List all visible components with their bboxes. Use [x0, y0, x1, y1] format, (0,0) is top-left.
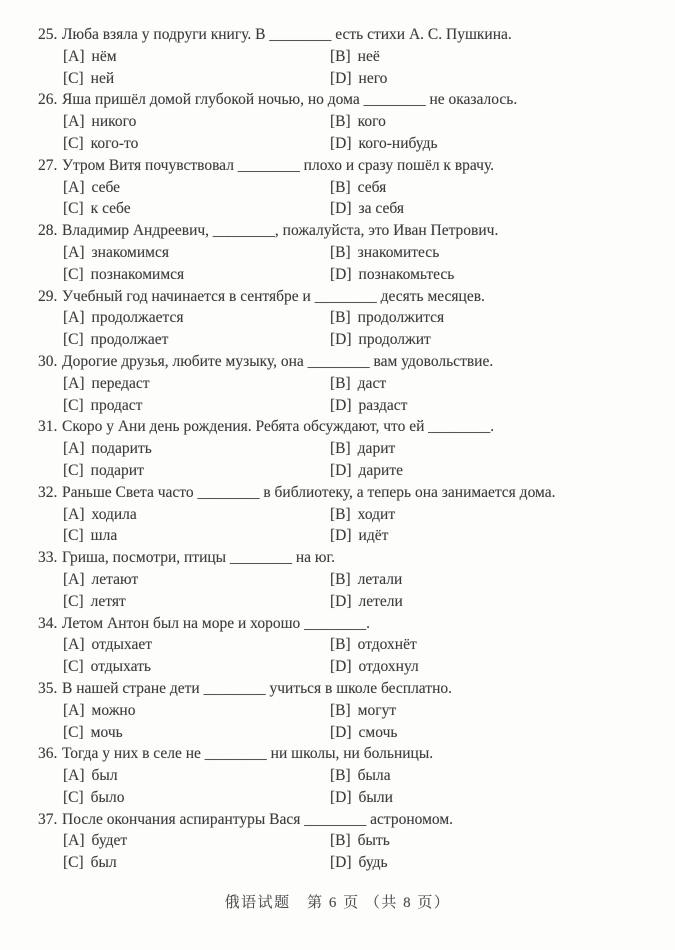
option-text: кого-нибудь [358, 134, 438, 152]
answer-option [330, 460, 663, 482]
option-label: [A] [63, 832, 85, 850]
option-text: мочь [90, 723, 123, 741]
answer-option [63, 787, 330, 809]
option-label: [C] [63, 265, 84, 283]
option-text: шла [90, 527, 118, 545]
option-text: неё [357, 47, 380, 65]
question-stem: После окончания аспирантуры Вася ________ астрономом. [62, 810, 454, 828]
question-number: 25. [38, 26, 58, 43]
answer-option [330, 438, 663, 460]
answer-option [63, 656, 330, 678]
question-stem-line [38, 351, 663, 373]
answer-option [330, 852, 663, 874]
question [38, 678, 663, 743]
option-text: познакомимся [90, 265, 185, 283]
question-options [63, 634, 663, 678]
answer-option [63, 242, 330, 264]
question-number: 37. [38, 810, 58, 828]
option-text: никого [91, 113, 137, 131]
option-label: [C] [63, 527, 84, 545]
option-label: [C] [63, 854, 84, 872]
option-label: [D] [330, 723, 352, 741]
option-text: себе [91, 178, 121, 196]
answer-option [63, 373, 330, 395]
answer-option [330, 307, 663, 329]
option-text: было [90, 788, 125, 806]
answer-option [63, 591, 330, 613]
option-text: летают [91, 570, 139, 588]
option-label: [B] [330, 47, 351, 65]
option-label: [D] [330, 69, 352, 87]
option-text: к себе [90, 200, 131, 218]
question-number: 32. [38, 483, 58, 501]
answer-option [63, 460, 330, 482]
question-stem: Дорогие друзья, любите музыку, она ________ вам удовольствие. [62, 352, 494, 370]
answer-option [63, 438, 330, 460]
question [38, 547, 663, 612]
question-number: 26. [38, 91, 58, 109]
question-stem-line [38, 155, 663, 177]
question-stem-line [38, 416, 663, 438]
option-label: [A] [63, 47, 85, 65]
question-stem-line [38, 743, 663, 765]
option-label: [C] [63, 723, 84, 741]
answer-option [330, 634, 663, 656]
question-number: 35. [38, 679, 58, 697]
option-label: [C] [63, 396, 84, 414]
answer-option [330, 264, 663, 286]
question-stem: Утром Витя почувствовал ________ плохо и сразу пошёл к врачу. [62, 156, 495, 174]
answer-option [63, 329, 330, 351]
question-stem-line [38, 220, 663, 242]
answer-option [63, 504, 330, 526]
option-text: кого-то [90, 134, 139, 152]
option-text: можно [91, 701, 136, 719]
option-text: за себя [358, 200, 404, 218]
answer-option [330, 525, 663, 547]
option-text: будет [91, 832, 128, 850]
question [38, 809, 663, 874]
question-options [63, 438, 663, 482]
question-options [63, 504, 663, 548]
answer-option [63, 264, 330, 286]
option-text: быть [357, 832, 390, 850]
option-text: продолжится [357, 309, 445, 327]
option-text: отдохнул [358, 658, 419, 676]
question-stem: Учебный год начинается в сентябре и ________ десять месяцев. [62, 287, 485, 305]
option-label: [B] [330, 505, 351, 523]
answer-option [63, 68, 330, 90]
question-stem: В нашей стране дети ________ учиться в школе бесплатно. [62, 679, 452, 697]
option-label: [C] [63, 134, 84, 152]
option-text: познакомьтесь [358, 265, 455, 283]
answer-option [63, 722, 330, 744]
question-number: 31. [38, 418, 58, 436]
answer-option [63, 307, 330, 329]
question-stem: Гриша, посмотри, птицы ________ на юг. [62, 549, 335, 567]
option-label: [B] [330, 832, 351, 850]
question-number: 34. [38, 614, 58, 632]
question [38, 613, 663, 678]
answer-option [63, 765, 330, 787]
option-label: [D] [330, 331, 352, 349]
option-text: будь [358, 854, 388, 872]
answer-option [63, 830, 330, 852]
answer-option [63, 133, 330, 155]
answer-option [330, 765, 663, 787]
question [38, 416, 663, 481]
question [38, 743, 663, 808]
question-stem: Раньше Света часто ________ в библиотеку, а теперь она занимается дома. [62, 483, 556, 501]
option-text: передаст [91, 374, 150, 392]
question-options [63, 242, 663, 286]
answer-option [330, 830, 663, 852]
option-text: продолжает [90, 331, 169, 349]
footer-text: 俄语试题 第 6 页 （共 8 页） [224, 895, 451, 911]
question-options [63, 830, 663, 874]
option-label: [B] [330, 243, 351, 261]
answer-option [63, 177, 330, 199]
option-label: [D] [330, 592, 352, 610]
question-options [63, 307, 663, 351]
option-label: [D] [330, 527, 352, 545]
answer-option [330, 111, 663, 133]
answer-option [63, 852, 330, 874]
option-text: ходит [357, 505, 396, 523]
option-label: [D] [330, 134, 352, 152]
answer-option [63, 525, 330, 547]
option-text: подарить [91, 440, 152, 458]
option-label: [B] [330, 113, 351, 131]
option-label: [A] [63, 767, 85, 785]
question-stem: Яша пришёл домой глубокой ночью, но дома ________ не оказалось. [62, 91, 518, 109]
question-stem-line [38, 547, 663, 569]
question-number: 30. [38, 352, 58, 370]
option-label: [C] [63, 788, 84, 806]
question-options [63, 111, 663, 155]
option-text: отдыхать [90, 658, 151, 676]
answer-option [63, 198, 330, 220]
option-label: [B] [330, 636, 351, 654]
option-text: летели [358, 592, 403, 610]
question [38, 24, 663, 89]
answer-option [330, 177, 663, 199]
option-label: [A] [63, 243, 85, 261]
question-number: 36. [38, 745, 58, 763]
option-label: [B] [330, 570, 351, 588]
option-text: идёт [358, 527, 389, 545]
question-number: 33. [38, 549, 58, 567]
question-stem: Владимир Андреевич, ________, пожалуйста, это Иван Петрович. [62, 222, 499, 240]
answer-option [330, 656, 663, 678]
option-text: летят [90, 592, 126, 610]
option-text: продаст [90, 396, 143, 414]
page-footer [0, 891, 675, 912]
option-label: [A] [63, 309, 85, 327]
question-stem-line [38, 24, 663, 46]
question-stem-line [38, 613, 663, 635]
option-label: [B] [330, 440, 351, 458]
question-stem-line [38, 809, 663, 831]
option-label: [D] [330, 396, 352, 414]
option-label: [A] [63, 570, 85, 588]
question-stem: Скоро у Ани день рождения. Ребята обсуждают, что ей ________. [62, 418, 495, 436]
answer-option [63, 395, 330, 417]
question-options [63, 765, 663, 809]
question [38, 351, 663, 416]
option-text: была [357, 767, 391, 785]
answer-option [330, 722, 663, 744]
question [38, 89, 663, 154]
option-text: знакомитесь [357, 243, 440, 261]
option-label: [D] [330, 461, 352, 479]
option-text: отдыхает [91, 636, 153, 654]
answer-option [330, 329, 663, 351]
question-list [38, 24, 663, 874]
answer-option [330, 198, 663, 220]
option-label: [D] [330, 658, 352, 676]
answer-option [330, 68, 663, 90]
answer-option [330, 569, 663, 591]
question-stem-line [38, 482, 663, 504]
option-text: ней [90, 69, 115, 87]
option-label: [A] [63, 440, 85, 458]
answer-option [63, 46, 330, 68]
option-text: подарит [90, 461, 144, 479]
option-label: [C] [63, 69, 84, 87]
question [38, 482, 663, 547]
option-text: дарит [357, 440, 396, 458]
option-label: [C] [63, 658, 84, 676]
option-text: него [358, 69, 388, 87]
question-number: 28. [38, 222, 58, 240]
option-text: раздаст [358, 396, 408, 414]
option-label: [C] [63, 461, 84, 479]
option-text: летали [357, 570, 403, 588]
answer-option [330, 504, 663, 526]
question-stem-line [38, 286, 663, 308]
option-label: [D] [330, 854, 352, 872]
option-label: [D] [330, 788, 352, 806]
option-label: [B] [330, 309, 351, 327]
question-stem-line [38, 89, 663, 111]
option-text: был [91, 767, 118, 785]
question-number: 27. [38, 156, 58, 174]
option-label: [B] [330, 178, 351, 196]
question [38, 155, 663, 220]
question-stem-line [38, 678, 663, 700]
question-options [63, 569, 663, 613]
answer-option [63, 634, 330, 656]
option-label: [A] [63, 113, 85, 131]
answer-option [330, 395, 663, 417]
answer-option [330, 700, 663, 722]
option-text: был [90, 854, 117, 872]
option-text: себя [357, 178, 387, 196]
answer-option [330, 787, 663, 809]
answer-option [330, 242, 663, 264]
option-label: [D] [330, 200, 352, 218]
option-text: нём [91, 47, 117, 65]
answer-option [330, 591, 663, 613]
option-label: [B] [330, 374, 351, 392]
question-number: 29. [38, 287, 58, 305]
option-text: отдохнёт [357, 636, 417, 654]
option-text: знакомимся [91, 243, 169, 261]
answer-option [330, 373, 663, 395]
answer-option [63, 111, 330, 133]
option-label: [B] [330, 701, 351, 719]
question-stem: Тогда у них в селе не ________ ни школы, ни больницы. [62, 745, 434, 763]
option-text: смочь [358, 723, 398, 741]
option-label: [B] [330, 767, 351, 785]
option-label: [D] [330, 265, 352, 283]
option-text: дарите [358, 461, 403, 479]
option-text: кого [357, 113, 386, 131]
answer-option [63, 700, 330, 722]
option-label: [A] [63, 636, 85, 654]
option-label: [A] [63, 374, 85, 392]
option-label: [A] [63, 505, 85, 523]
question-stem: Летом Антон был на море и хорошо ________. [62, 614, 371, 632]
option-text: ходила [91, 505, 137, 523]
question-stem: Люба взяла у подруги книгу. В ________ есть стихи А. С. Пушкина. [62, 26, 512, 43]
option-label: [A] [63, 701, 85, 719]
question-options [63, 373, 663, 417]
option-text: могут [357, 701, 397, 719]
question [38, 286, 663, 351]
option-label: [C] [63, 592, 84, 610]
option-text: были [358, 788, 393, 806]
option-text: даст [357, 374, 387, 392]
option-label: [C] [63, 331, 84, 349]
question-options [63, 177, 663, 221]
answer-option [330, 133, 663, 155]
answer-option [63, 569, 330, 591]
option-text: продолжается [91, 309, 184, 327]
answer-option [330, 46, 663, 68]
question-options [63, 700, 663, 744]
question-options [63, 46, 663, 90]
option-label: [C] [63, 200, 84, 218]
option-label: [A] [63, 178, 85, 196]
option-text: продолжит [358, 331, 431, 349]
question [38, 220, 663, 285]
